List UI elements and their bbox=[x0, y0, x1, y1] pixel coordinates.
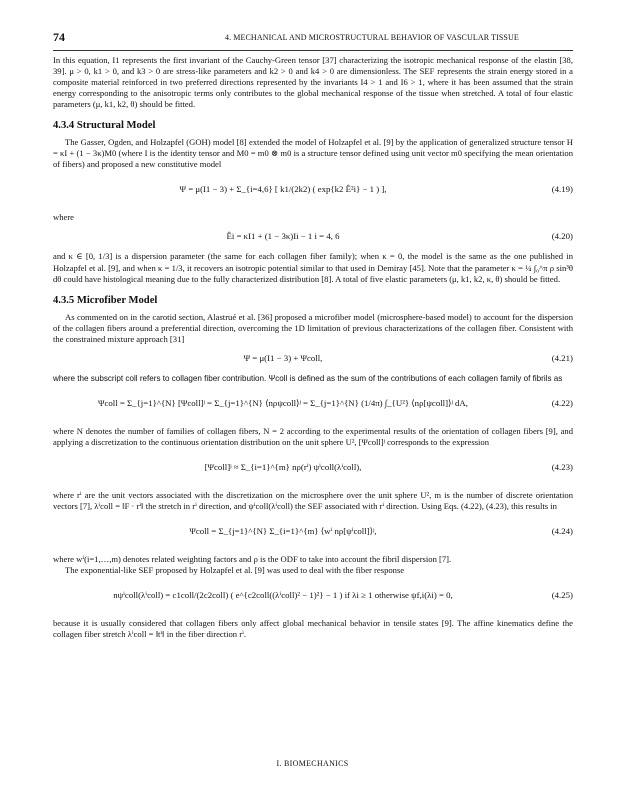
section-heading-structural-model: 4.3.4 Structural Model bbox=[53, 120, 156, 132]
body-text bbox=[53, 55, 573, 640]
equation-4-21 bbox=[53, 348, 573, 370]
equation-expression: [Ψcoll]ʲ ≈ Σ_{i=1}^{m} nρ(rⁱ) ψⁱcoll(λⁱcoll), bbox=[204, 461, 362, 472]
paragraph-unit-vectors: where rⁱ are the unit vectors associated with the discretization on the microsphere over the unit sphere U², m is the number of discrete orientation vectors [7], λⁱcoll = ‖F · rⁱ‖ the stretch in rⁱ direction, and ψⁱcoll(λⁱcoll) the SEF associated with rⁱ direction. Using Eqs. (4.22), (4.23), this results in bbox=[53, 489, 573, 511]
equation-4-24 bbox=[53, 515, 573, 551]
equation-number: (4.24) bbox=[551, 526, 573, 537]
paragraph-exponential-sef: The exponential-like SEF proposed by Holzapfel et al. [9] was used to deal with the fiber response bbox=[65, 565, 405, 576]
page-number: 74 bbox=[53, 30, 65, 44]
equation-number: (4.20) bbox=[551, 231, 573, 242]
paragraph-coll-subscript: where the subscript coll refers to collagen fiber contribution. Ψcoll is defined as the sum of the contributions of each collagen family of fibrils as bbox=[53, 373, 563, 383]
running-title: 4. MECHANICAL AND MICROSTRUCTURAL BEHAVIOR OF VASCULAR TISSUE bbox=[225, 33, 519, 42]
equation-expression: nψⁱcoll(λⁱcoll) = c1coll/(2c2coll) ( e^{c2coll((λⁱcoll)² − 1)²} − 1 ) if λi ≥ 1 otherwise ψf,i(λi) = 0, bbox=[113, 590, 453, 601]
equation-number: (4.22) bbox=[551, 397, 573, 408]
equation-number: (4.23) bbox=[551, 461, 573, 472]
paragraph-families: where N denotes the number of families of collagen fibers, N = 2 according to the experimental results of the orientation of collagen fibers [9], and applying a discretization to the continuous orientation distribution on the unit sphere U², [Ψcoll]ʲ corresponds to the expression bbox=[53, 425, 573, 447]
equation-4-20 bbox=[53, 226, 573, 248]
equation-4-22 bbox=[53, 387, 573, 423]
running-head bbox=[53, 30, 573, 46]
header-rule bbox=[53, 50, 573, 51]
paragraph-dispersion-parameter: and κ ∈ [0, 1/3] is a dispersion parameter (the same for each collagen fiber family); when κ = 0, the model is the same as the one published in Holzapfel et al. [9], and when κ = 1/3, it recovers an isotropic potential similar to that used in Demiray [45]. Note that the parameter κ = ¼ ∫₀^π ρ sin³θ dθ could have histological meaning due to the fully characterized distribution [8]. A total of five elastic parameters (μ, k1, k2, κ, θ) should be fitted. bbox=[53, 251, 573, 284]
equation-number: (4.19) bbox=[551, 184, 573, 195]
section-heading-microfiber-model: 4.3.5 Microfiber Model bbox=[53, 294, 158, 306]
equation-expression: Ψcoll = Σ_{j=1}^{N} Σ_{i=1}^{m} ⟨wⁱ nρ[ψⁱcoll]⟩ʲ, bbox=[189, 526, 377, 537]
equation-4-19 bbox=[53, 173, 573, 209]
equation-expression: Êi = κI1 + (1 − 3κ)Ii − 1 i = 4, 6 bbox=[226, 231, 340, 242]
where-label: where bbox=[53, 212, 74, 223]
equation-number: (4.21) bbox=[551, 352, 573, 363]
equation-number: (4.25) bbox=[551, 590, 573, 601]
footer-part-label: I. BIOMECHANICS bbox=[276, 759, 349, 768]
paragraph-microfiber-intro: As commented on in the carotid section, Alastrué et al. [36] proposed a microfiber model (microsphere-based model) to account for the dispersion of the collagen fibers around a preferential direction, overcoming the 1D limitation of previous characterizations of the collagen fiber. Consistent with the constrained mixture approach [31] bbox=[53, 311, 573, 344]
equation-expression: Ψ = μ(I1 − 3) + Ψcoll, bbox=[243, 352, 323, 363]
paragraph-tensile-states: because it is usually considered that collagen fibers only affect global mechanical behavior in tensile states [9]. The affine kinematics define the collagen fiber stretch λⁱcoll = ‖tⁱ‖ in the fiber direction rⁱ. bbox=[53, 618, 573, 640]
paragraph-goh-model: The Gasser, Ogden, and Holzapfel (GOH) model [8] extended the model of Holzapfel et al. [9] by the application of generalized structure tensor H = κI + (1 − 3κ)M0 (where I is the identity tensor and M0 = m0 ⊗ m0 is a structure tensor defined using unit vector m0 specifying the mean orientation of fibers) and proposed a new constitutive model bbox=[53, 137, 573, 170]
paragraph-weighting: where wⁱ(i=1,…,m) denotes related weighting factors and ρ is the ODF to take into account the fibril dispersion [7]. bbox=[53, 554, 452, 565]
equation-4-25 bbox=[53, 579, 573, 615]
equation-expression: Ψcoll = Σ_{j=1}^{N} [Ψcoll]ʲ = Σ_{j=1}^{N} ⟨nρψcoll⟩ʲ = Σ_{j=1}^{N} (1/4π) ∫_{U²} ⟨nρ[ψcoll]⟩ʲ dA, bbox=[98, 397, 468, 408]
equation-4-23 bbox=[53, 451, 573, 487]
paragraph-invariants: In this equation, I1 represents the first invariant of the Cauchy-Green tensor [37] characterizing the isotropic mechanical response of the elastin [38, 39]. μ > 0, k1 > 0, and k3 > 0 are stress-like parameters and k2 > 0 and k4 > 0 are dimensionless. The SEF represents the strain energy stored in a composite material reinforced in two preferred directions represented by the invariants I4 > 1 and I6 > 1, where it has been assumed that the strain energy corresponding to the anisotropic terms only contributes to the global mechanical response of the tissue when stretched. A total of four elastic parameters (μ, k1, k2, θ) should be fitted. bbox=[53, 55, 573, 110]
equation-expression: Ψ = μ(I1 − 3) + Σ_{i=4,6} [ k1/(2k2) ( exp{k2 Ê²i} − 1 ) ], bbox=[179, 184, 387, 195]
